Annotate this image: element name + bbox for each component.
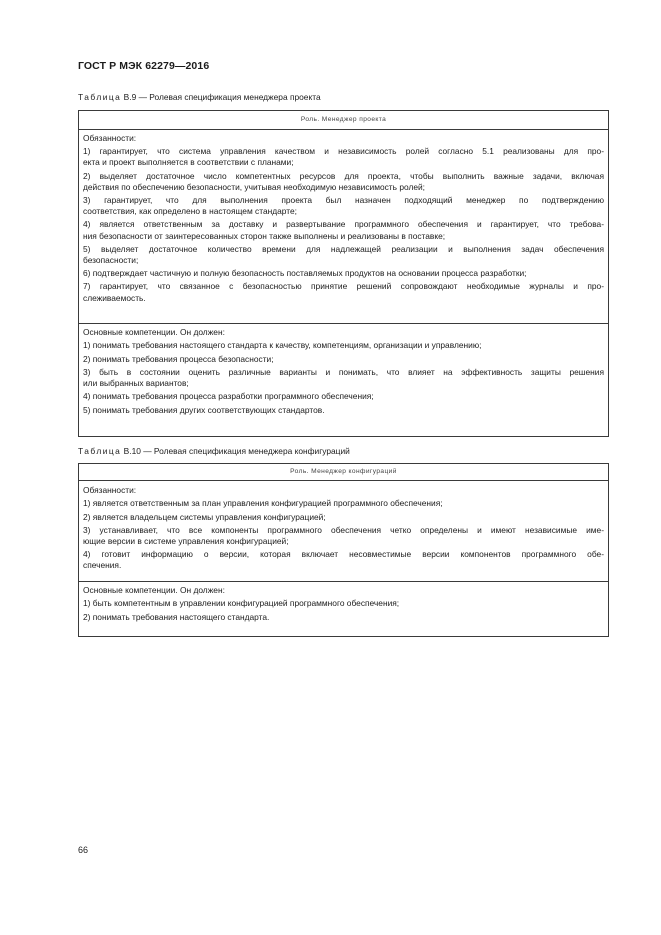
competences-list [83,598,604,622]
list-item [83,281,604,303]
list-item-line: 7) гарантирует, что связанное с безопасностью принятие решений сопровождают необходимые журналы и про- [83,281,604,292]
table-b9-duties [79,130,608,323]
table-b10-caption [78,446,350,457]
list-item-line: соответствия, как определено в настоящем стандарте; [83,206,297,217]
table-b9-role-header: Роль. Менеджер проекта [79,111,608,130]
list-item-line: 3) устанавливает, что все компоненты программного обеспечения четко определены и имеют независимые име- [83,524,604,535]
table-b9-caption-title: В.9 — Ролевая спецификация менеджера проекта [121,92,321,102]
table-b10-competences [79,581,608,623]
list-item [83,340,604,351]
competences-heading: Основные компетенции. Он должен: [83,585,225,595]
duties-heading: Обязанности: [83,485,137,495]
list-item-line: ния безопасности от заинтересованных сторон также выполнены и реализованы в поставке; [83,230,446,241]
list-item [83,525,604,547]
competences-list [83,340,604,415]
table-b10-caption-title: В.10 — Ролевая спецификация менеджера конфигураций [121,446,350,456]
list-item-line: 2) выделяет достаточное число компетентных ресурсов для проекта, чтобы выполнить важные задачи, включая [83,170,604,181]
list-item [83,549,604,571]
list-item [83,498,604,509]
list-item-line: 5) выделяет достаточное количество времени для надлежащей реализации и выполнения задач обеспечения [83,243,604,254]
list-item-line: 1) понимать требования настоящего стандарта к качеству, компетенциям, организации и управлению; [83,340,482,351]
list-item-line: 2) является владельцем системы управления конфигурацией; [83,511,326,522]
list-item-line: 1) гарантирует, что система управления качеством и независимость ролей согласно 5.1 реализованы для про- [83,146,604,157]
list-item [83,391,604,402]
list-item-line: 4) понимать требования процесса разработки программного обеспечения; [83,391,374,402]
list-item [83,354,604,365]
table-b10-caption-label: Таблица [78,446,122,456]
list-item [83,171,604,193]
list-item [83,146,604,168]
list-item [83,405,604,416]
list-item [83,512,604,523]
duties-list [83,498,604,571]
page-number: 66 [78,845,89,855]
list-item-line: екта и проект выполняется в соответствии с планами; [83,157,294,168]
standard-designation: ГОСТ Р МЭК 62279—2016 [78,60,210,72]
table-b10-duties [79,481,608,581]
list-item [83,612,604,623]
list-item-line: безопасности; [83,254,139,265]
list-item-line: 3) быть в состоянии оценить различные варианты и понимать, что влияет на эффективность защиты решения [83,366,604,377]
list-item-line: 3) гарантирует, что для выполнения проекта был назначен подходящий менеджер по подтверждению [83,195,604,206]
list-item-line: 1) является ответственным за план управления конфигурацией программного обеспечения; [83,498,443,509]
table-b9-caption [78,92,321,103]
list-item-line: действия по обеспечению безопасности, учитывая необходимую независимость ролей; [83,181,426,192]
list-item-line: 2) понимать требования настоящего стандарта. [83,611,270,622]
table-b9 [78,110,609,437]
duties-heading: Обязанности: [83,133,137,143]
list-item-line: ющие версии в системе управления конфигурацией; [83,535,289,546]
table-b10 [78,463,609,637]
list-item [83,195,604,217]
table-b9-caption-label: Таблица [78,92,122,102]
list-item-line: 6) подтверждает частичную и полную безопасность поставляемых продуктов на основании процесса разработки; [83,268,527,279]
list-item-line: или выбранных вариантов; [83,377,189,388]
list-item-line: 4) является ответственным за доставку и развертывание программного обеспечения и гарантирует, что требова- [83,219,604,230]
table-b9-competences [79,323,608,416]
list-item [83,598,604,609]
table-b10-role-header: Роль. Менеджер конфигураций [79,464,608,481]
competences-heading: Основные компетенции. Он должен: [83,327,225,337]
list-item-line: спечения. [83,560,122,571]
list-item-line: 5) понимать требования других соответствующих стандартов. [83,404,325,415]
list-item-line: слеживаемость. [83,292,146,303]
list-item [83,219,604,241]
duties-list [83,146,604,303]
list-item-line: 1) быть компетентным в управлении конфигурацией программного обеспечения; [83,598,400,609]
list-item-line: 4) готовит информацию о версии, которая включает несовместимые версии компонентов программного обе- [83,549,604,560]
list-item [83,268,604,279]
list-item [83,244,604,266]
list-item-line: 2) понимать требования процесса безопасности; [83,353,274,364]
list-item [83,367,604,389]
